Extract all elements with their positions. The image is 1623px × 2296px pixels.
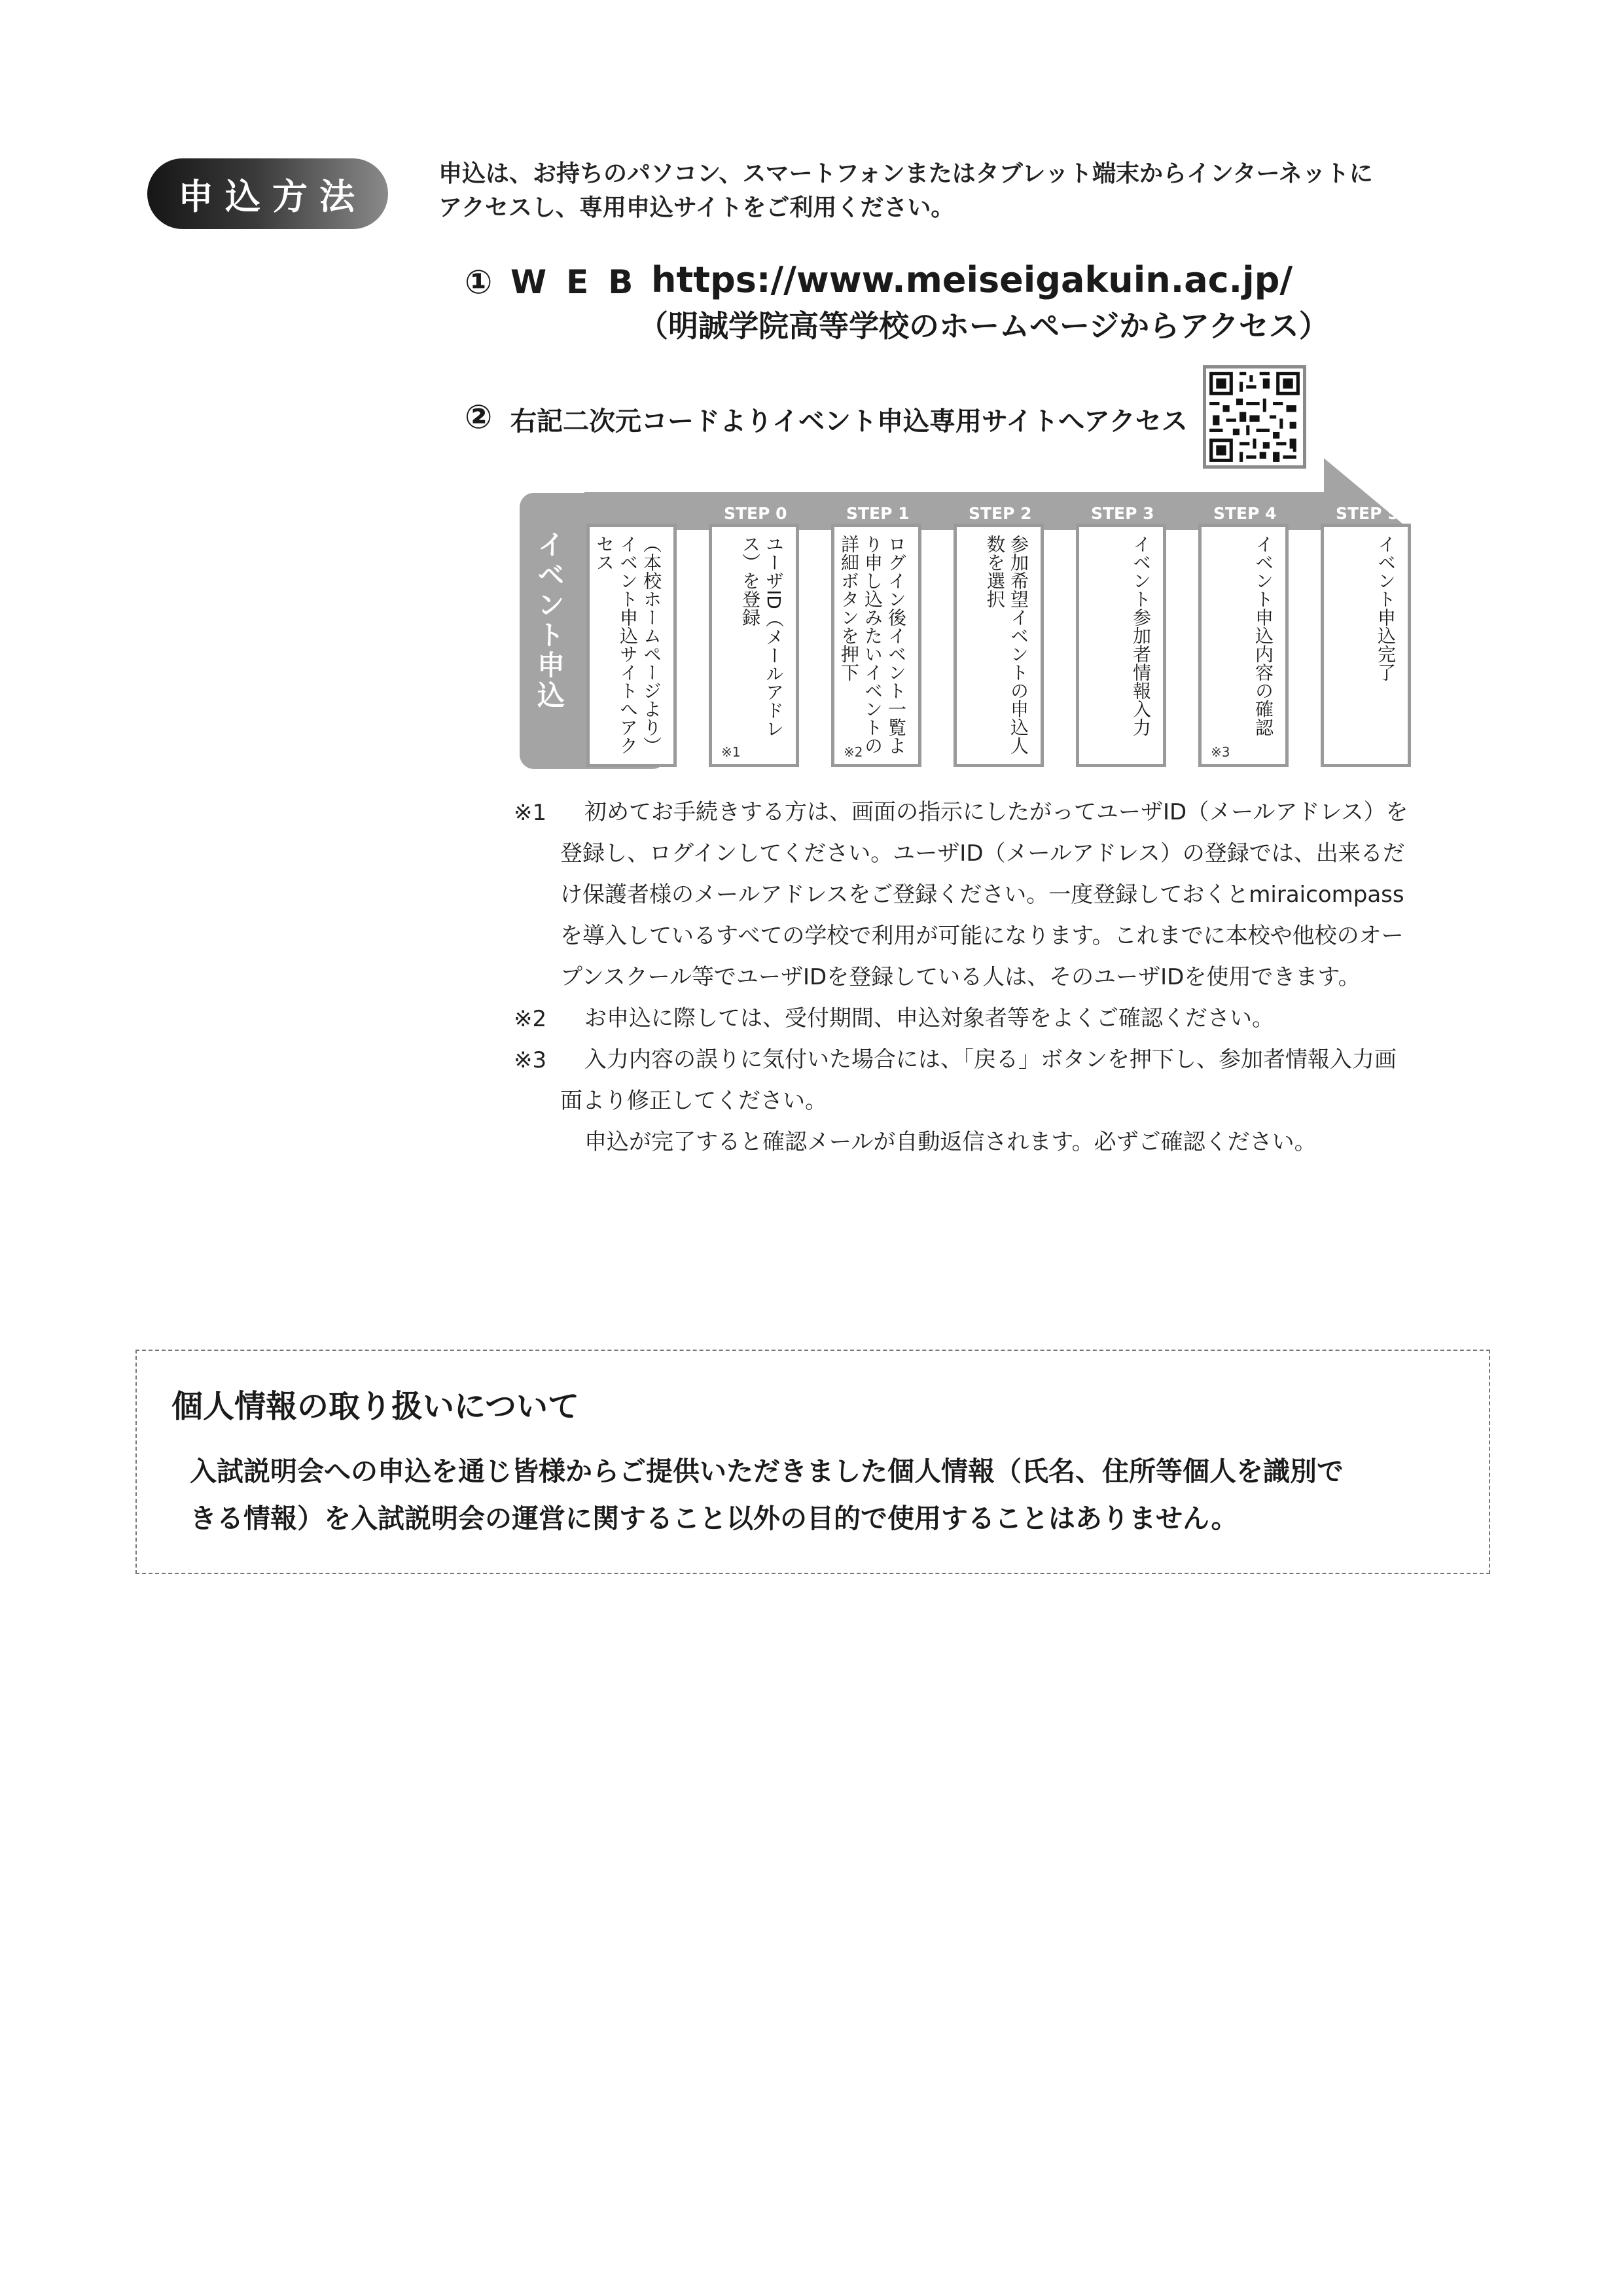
flow-title: イベント申込 <box>533 530 565 711</box>
note-3-line: 面より修正してください。 <box>560 1088 827 1114</box>
flow-step-4 <box>1198 524 1289 767</box>
flow-step-5 <box>1321 524 1411 767</box>
note-2-line: お申込に際しては、受付期間、申込対象者等をよくご確認ください。 <box>584 1005 1274 1031</box>
step-text: （本校ホームページより）イベント申込サイトへアクセス <box>594 535 662 755</box>
intro-line-2: アクセスし、専用申込サイトをご利用ください。 <box>438 194 955 221</box>
note-2-mark: ※2 <box>514 1006 547 1032</box>
privacy-line-2: きる情報）を入試説明会の運営に関すること以外の目的で使用することはありません。 <box>190 1503 1238 1534</box>
note-1-line: け保護者様のメールアドレスをご登録ください。一度登録しておくとmiraicompass <box>560 882 1404 908</box>
web-label: WEB <box>510 263 653 301</box>
flow-step-1 <box>831 524 921 767</box>
flow-step-2 <box>954 524 1044 767</box>
step-note: ※1 <box>721 744 741 760</box>
step-label: STEP 0 <box>724 504 787 523</box>
flow-step-access <box>586 524 677 767</box>
intro-line-1: 申込は、お持ちのパソコン、スマートフォンまたはタブレット端末からインターネットに <box>438 160 1373 187</box>
note-1-line: 登録し、ログインしてください。ユーザID（メールアドレス）の登録では、出来るだ <box>560 840 1405 867</box>
flow-step-0 <box>709 524 799 767</box>
qr-instruction: 右記二次元コードよりイベント申込専用サイトへアクセス <box>510 406 1188 437</box>
step-text: 参加希望イベントの申込人数を選択 <box>984 535 1029 755</box>
qr-code-graphic <box>1206 368 1303 465</box>
note-3-line: 申込が完了すると確認メールが自動返信されます。必ずご確認ください。 <box>584 1129 1317 1155</box>
qr-code-icon[interactable] <box>1203 365 1306 469</box>
note-1-line: プンスクール等でユーザIDを登録している人は、そのユーザIDを使用できます。 <box>560 964 1361 990</box>
step-note: ※2 <box>844 744 863 760</box>
step-label: STEP 4 <box>1213 504 1277 523</box>
step-text: ユーザID（メールアドレス）を登録 <box>740 535 785 738</box>
step-text: イベント参加者情報入力 <box>1130 535 1152 736</box>
note-3-mark: ※3 <box>514 1047 547 1073</box>
step-text: イベント申込内容の確認 <box>1253 535 1274 736</box>
step-note: ※3 <box>1211 744 1230 760</box>
web-url-link[interactable]: https://www.meiseigakuin.ac.jp/ <box>651 259 1293 300</box>
intro-text <box>438 157 1420 225</box>
note-3-line: 入力内容の誤りに気付いた場合には、「戻る」ボタンを押下し、参加者情報入力画 <box>584 1047 1397 1073</box>
step-label: STEP 1 <box>846 504 910 523</box>
privacy-body <box>190 1448 1466 1542</box>
step-text: イベント申込完了 <box>1375 535 1397 681</box>
step-label: STEP 5 <box>1336 504 1399 523</box>
note-1-mark: ※1 <box>514 800 547 826</box>
qr-number: ② <box>465 398 493 436</box>
web-subtitle: （明誠学院高等学校のホームページからアクセス） <box>638 308 1329 344</box>
step-label: STEP 2 <box>969 504 1032 523</box>
web-number: ① <box>465 263 493 301</box>
method-badge: 申込方法 <box>147 158 388 229</box>
privacy-title: 個人情報の取り扱いについて <box>171 1388 580 1425</box>
privacy-line-1: 入試説明会への申込を通じ皆様からご提供いただきました個人情報（氏名、住所等個人を識別で <box>190 1456 1344 1487</box>
note-1-line: 初めてお手続きする方は、画面の指示にしたがってユーザID（メールアドレス）を <box>584 799 1408 825</box>
step-label: STEP 3 <box>1091 504 1154 523</box>
step-text: ログイン後イベント一覧より申し込みたいイベントの詳細ボタンを押下 <box>838 535 907 755</box>
flow-step-3 <box>1076 524 1166 767</box>
note-1-line: を導入しているすべての学校で利用が可能になります。これまでに本校や他校のオー <box>560 923 1404 949</box>
